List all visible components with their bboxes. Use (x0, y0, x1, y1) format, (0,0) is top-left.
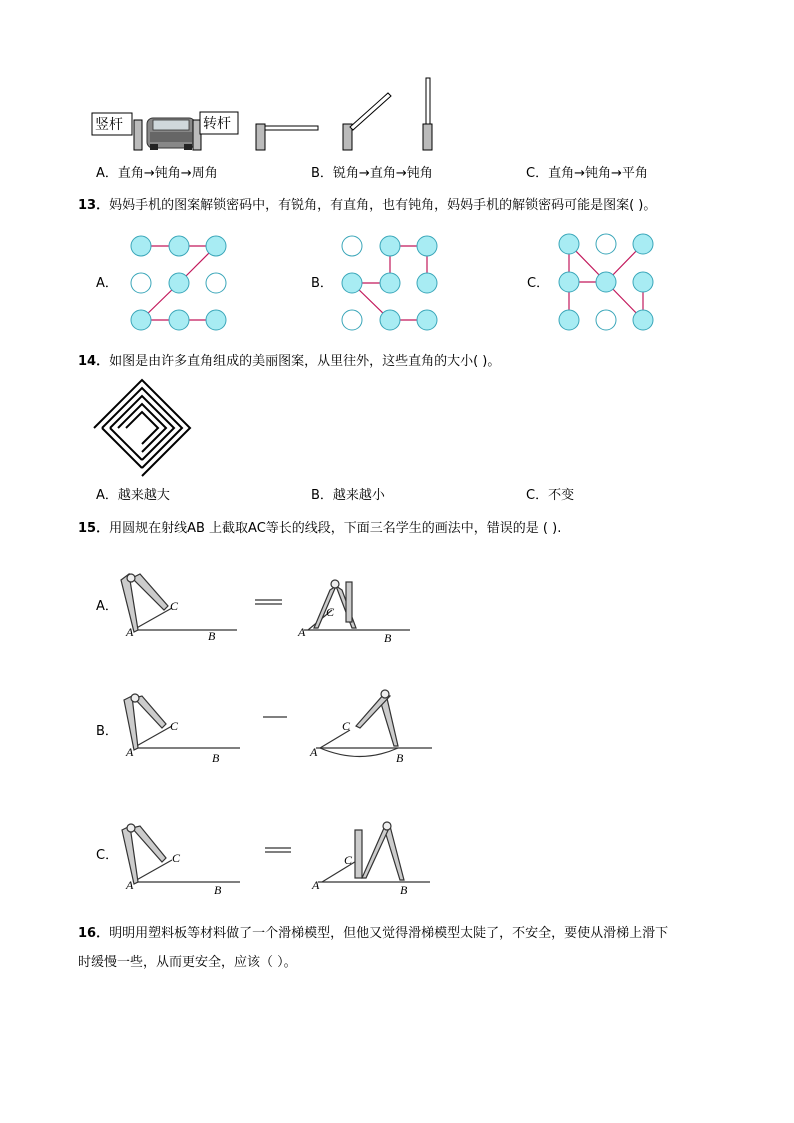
q14-option-b[interactable] (311, 488, 385, 504)
point-b-label: B (400, 883, 408, 897)
point-b-label: B (212, 751, 220, 765)
option-letter: A． (96, 166, 118, 181)
q13-option-c-label[interactable]: C． (527, 276, 550, 291)
q15-option-a-label[interactable]: A． (96, 599, 118, 614)
point-b-label: B (214, 883, 222, 897)
question-13 (78, 198, 656, 214)
point-c-label: C (342, 719, 351, 733)
question-16 (78, 926, 668, 942)
question-number: 15． (78, 521, 110, 536)
question-text-line1: 明明用塑料板等材料做了一个滑梯模型，但他又觉得滑梯模型太陡了，不安全，要使从滑梯上滑下 (109, 926, 669, 941)
q14-option-a[interactable] (96, 488, 170, 504)
barrier-gate-figure (0, 0, 794, 170)
gate-raised (343, 93, 391, 150)
option-letter: C． (526, 488, 549, 503)
q15-option-c-label[interactable]: C． (96, 848, 119, 863)
label-vertical-pole: 竖杆 (95, 117, 123, 133)
option-text: 直角→钝角→平角 (548, 166, 648, 181)
point-b-label: B (396, 751, 404, 765)
question-text: 用圆规在射线AB 上截取AC等长的线段，下面三名学生的画法中，错误的是 ( ). (109, 521, 562, 536)
point-c-label: C (344, 853, 353, 867)
question-14 (78, 354, 500, 370)
option-letter: C． (526, 166, 549, 181)
option-text: 不变 (548, 488, 575, 503)
q12-option-b[interactable] (311, 166, 433, 182)
option-letter: B． (311, 488, 333, 503)
gate-horizontal (256, 124, 318, 150)
pattern-c (559, 234, 653, 330)
point-c-label: C (170, 719, 179, 733)
point-c-label: C (326, 605, 335, 619)
q14-option-c[interactable] (526, 488, 574, 504)
question-16-line2: 时缓慢一些，从而更安全，应该（ ）。 (78, 955, 297, 970)
point-a-label: A (310, 745, 318, 759)
point-a-label: A (126, 625, 134, 639)
gate-vertical (423, 78, 432, 150)
question-text: 如图是由许多直角组成的美丽图案，从里往外，这些直角的大小( )。 (109, 354, 501, 369)
q12-option-a[interactable] (96, 166, 218, 182)
option-text: 越来越小 (332, 488, 385, 503)
option-text: 锐角→直角→钝角 (332, 166, 433, 181)
point-a-label: A (312, 878, 320, 892)
point-b-label: B (384, 631, 392, 645)
question-15 (78, 521, 561, 537)
compass-figures (0, 560, 794, 920)
question-number: 13． (78, 198, 110, 213)
label-rotating-pole: 转杆 (203, 116, 231, 132)
question-text: 妈妈手机的图案解锁密码中，有锐角，有直角，也有钝角，妈妈手机的解锁密码可能是图案( )。 (109, 198, 657, 213)
pattern-a (131, 236, 226, 330)
pattern-b (342, 236, 437, 330)
option-letter: B． (311, 166, 333, 181)
nested-right-angles-figure (94, 376, 194, 476)
q13-option-a-label[interactable]: A． (96, 276, 118, 291)
unlock-pattern-figures (0, 225, 794, 345)
q13-option-b-label[interactable]: B． (311, 276, 333, 291)
point-a-label: A (126, 745, 134, 759)
option-text: 越来越大 (117, 488, 170, 503)
point-a-label: A (298, 625, 306, 639)
option-letter: A． (96, 488, 118, 503)
point-c-label: C (170, 599, 179, 613)
option-text: 直角→钝角→周角 (117, 166, 218, 181)
q12-option-c[interactable] (526, 166, 648, 182)
question-number: 16． (78, 926, 110, 941)
point-b-label: B (208, 629, 216, 643)
point-c-label: C (172, 851, 181, 865)
q15-option-b-label[interactable]: B． (96, 724, 118, 739)
question-number: 14． (78, 354, 110, 369)
point-a-label: A (126, 878, 134, 892)
